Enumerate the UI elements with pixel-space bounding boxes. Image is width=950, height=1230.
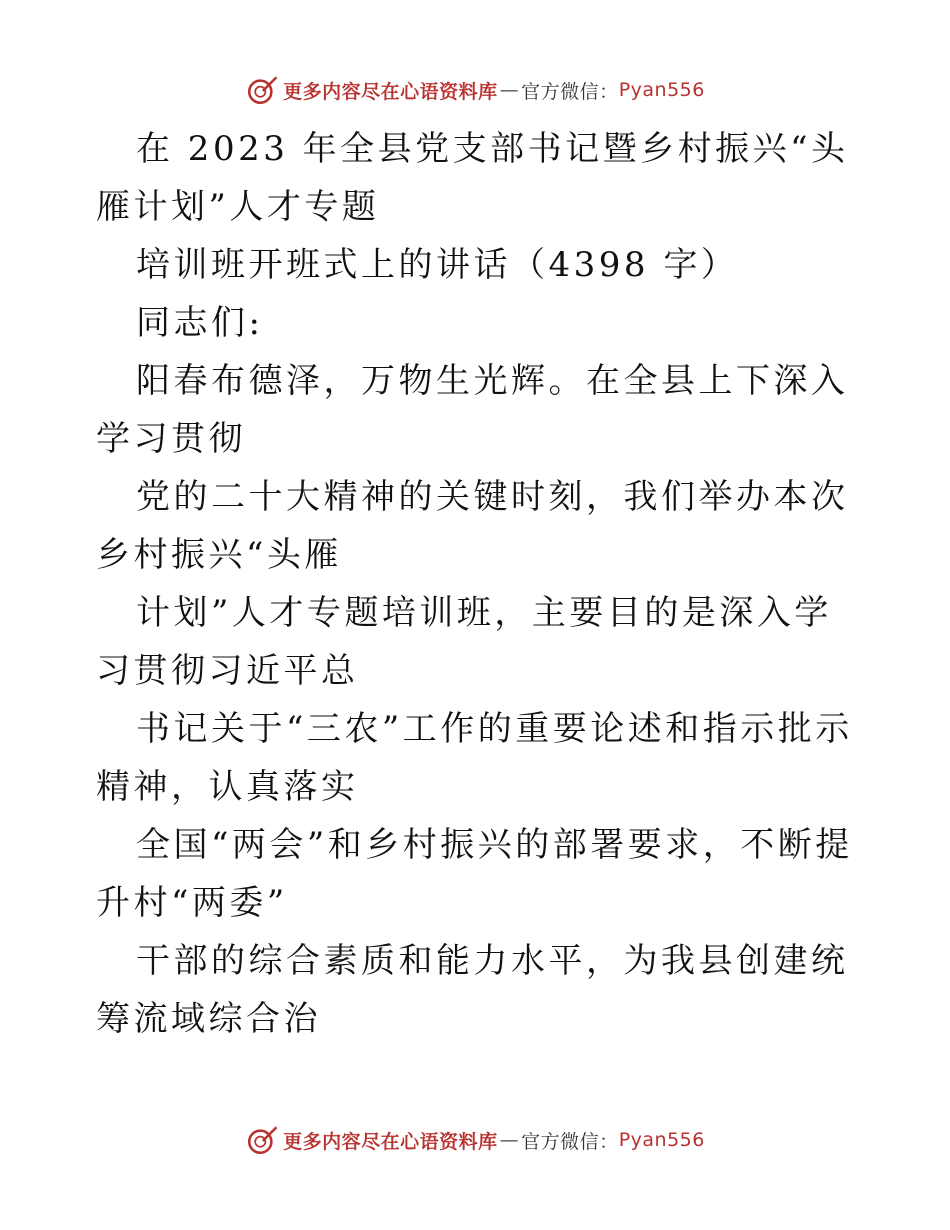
watermark-wechat-id: Pyan556 — [618, 79, 705, 101]
document-title-line-2: 培训班开班式上的讲话（4398 字） — [136, 245, 739, 285]
body-paragraph: 干部的综合素质和能力水平，为我县创建统筹流域综合治 — [96, 941, 849, 1039]
watermark-separator: — — [499, 79, 520, 101]
body-paragraph: 计划”人才专题培训班，主要目的是深入学习贯彻习近平总 — [96, 593, 832, 691]
watermark-brand: 更多内容尽在心语资料库 — [283, 1130, 498, 1153]
body-paragraph: 书记关于“三农”工作的重要论述和指示批示精神，认真落实 — [96, 709, 853, 807]
salutation: 同志们: — [136, 303, 264, 343]
document-body — [96, 120, 856, 1048]
header-watermark — [0, 70, 950, 110]
footer-watermark — [0, 1120, 950, 1160]
watermark-wechat-id: Pyan556 — [618, 1129, 705, 1151]
pen-logo-icon — [245, 73, 279, 107]
watermark-brand: 更多内容尽在心语资料库 — [283, 80, 498, 103]
pen-logo-icon — [245, 1123, 279, 1157]
watermark-label: 官方微信： — [521, 1130, 619, 1153]
body-paragraph: 全国“两会”和乡村振兴的部署要求，不断提升村“两委” — [96, 825, 853, 923]
body-paragraph: 党的二十大精神的关键时刻，我们举办本次乡村振兴“头雁 — [96, 477, 849, 575]
document-title-line-1: 在 2023 年全县党支部书记暨乡村振兴“头雁计划”人才专题 — [96, 129, 849, 227]
body-paragraph: 阳春布德泽，万物生光辉。在全县上下深入学习贯彻 — [96, 361, 849, 459]
watermark-label: 官方微信： — [521, 80, 619, 103]
watermark-separator: — — [499, 1129, 520, 1151]
